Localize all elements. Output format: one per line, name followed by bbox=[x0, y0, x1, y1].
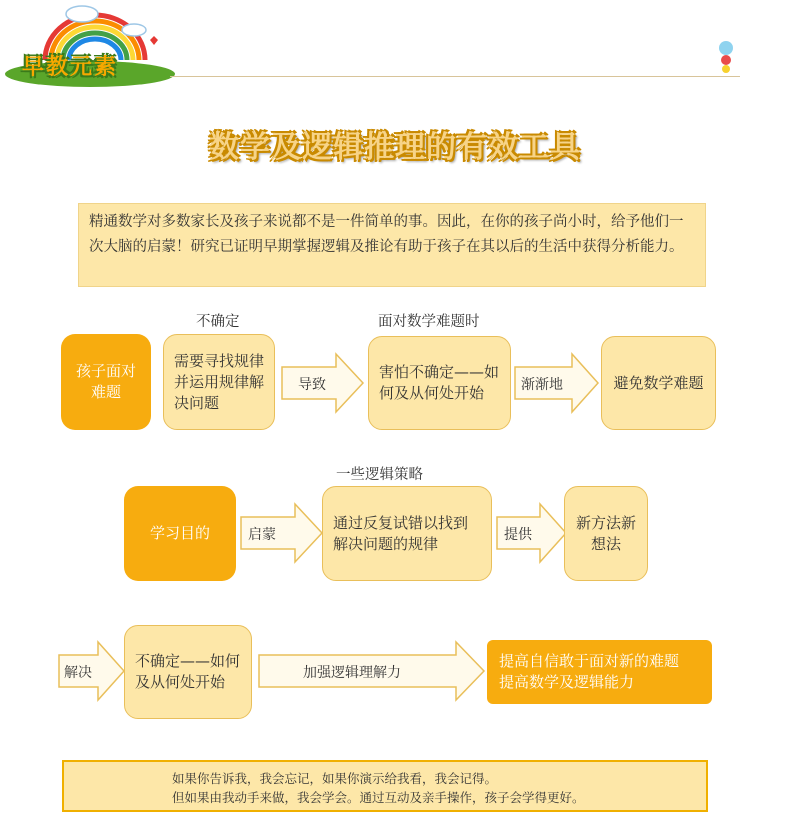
box-uncertain-start-text: 不确定——如何及从何处开始 bbox=[135, 652, 241, 691]
box-fear-uncertain bbox=[368, 336, 511, 430]
arrow-solve-label: 解决 bbox=[64, 665, 92, 681]
label-uncertain: 不确定 bbox=[196, 314, 240, 330]
box-new-methods bbox=[564, 486, 648, 581]
arrow-enlighten-label: 启蒙 bbox=[248, 527, 276, 543]
page-title: 数学及逻辑推理的有效工具 bbox=[209, 130, 581, 165]
box-fear-uncertain-text: 害怕不确定——如何及从何处开始 bbox=[379, 363, 500, 402]
start-learning-goal bbox=[124, 486, 236, 581]
box-new-methods-text: 新方法新想法 bbox=[575, 513, 636, 553]
quote-line-1: 如果你告诉我，我会忘记，如果你演示给我看，我会记得。 bbox=[172, 771, 498, 786]
start-learning-goal-text: 学习目的 bbox=[149, 524, 210, 542]
label-facing-math: 面对数学难题时 bbox=[378, 314, 480, 330]
arrow-gradually-label: 渐渐地 bbox=[521, 377, 563, 393]
box-trial-error bbox=[322, 486, 492, 581]
box-find-rules-text: 需要寻找规律并运用规律解决问题 bbox=[174, 351, 265, 412]
box-trial-error-text: 通过反复试错以找到解决问题的规律 bbox=[333, 513, 469, 553]
quote-line-2: 但如果由我动手来做，我会学会。通过互动及亲手操作，孩子会学得更好。 bbox=[172, 790, 585, 805]
arrow-provide-label: 提供 bbox=[504, 527, 532, 543]
box-uncertain-start bbox=[124, 625, 252, 719]
arrow-strengthen-logic-label: 加强逻辑理解力 bbox=[303, 665, 401, 681]
box-find-rules bbox=[163, 334, 275, 430]
start-child-facing bbox=[61, 334, 151, 430]
header-divider bbox=[170, 76, 740, 77]
result-line-ability: 提高数学及逻辑能力 bbox=[499, 673, 635, 691]
box-avoid-math bbox=[601, 336, 716, 430]
intro-text: 精通数学对多数家长及孩子来说都不是一件简单的事。因此，在你的孩子尚小时，给予他们一次大脑的启蒙！研究已证明早期掌握逻辑及推论有助于孩子在其以后的生活中获得分析能力。 bbox=[78, 203, 706, 287]
logo-text: 早教元素 bbox=[22, 55, 119, 80]
balloon-icon bbox=[714, 40, 738, 76]
result-box bbox=[487, 640, 712, 704]
start-child-facing-text: 孩子面对难题 bbox=[75, 362, 136, 401]
arrow-lead-to-label: 导致 bbox=[298, 377, 326, 393]
quote-box bbox=[62, 760, 708, 812]
label-strategy: 一些逻辑策略 bbox=[336, 467, 423, 483]
result-line-confidence: 提高自信敢于面对新的难题 bbox=[499, 652, 680, 670]
box-avoid-math-text: 避免数学难题 bbox=[613, 373, 704, 392]
